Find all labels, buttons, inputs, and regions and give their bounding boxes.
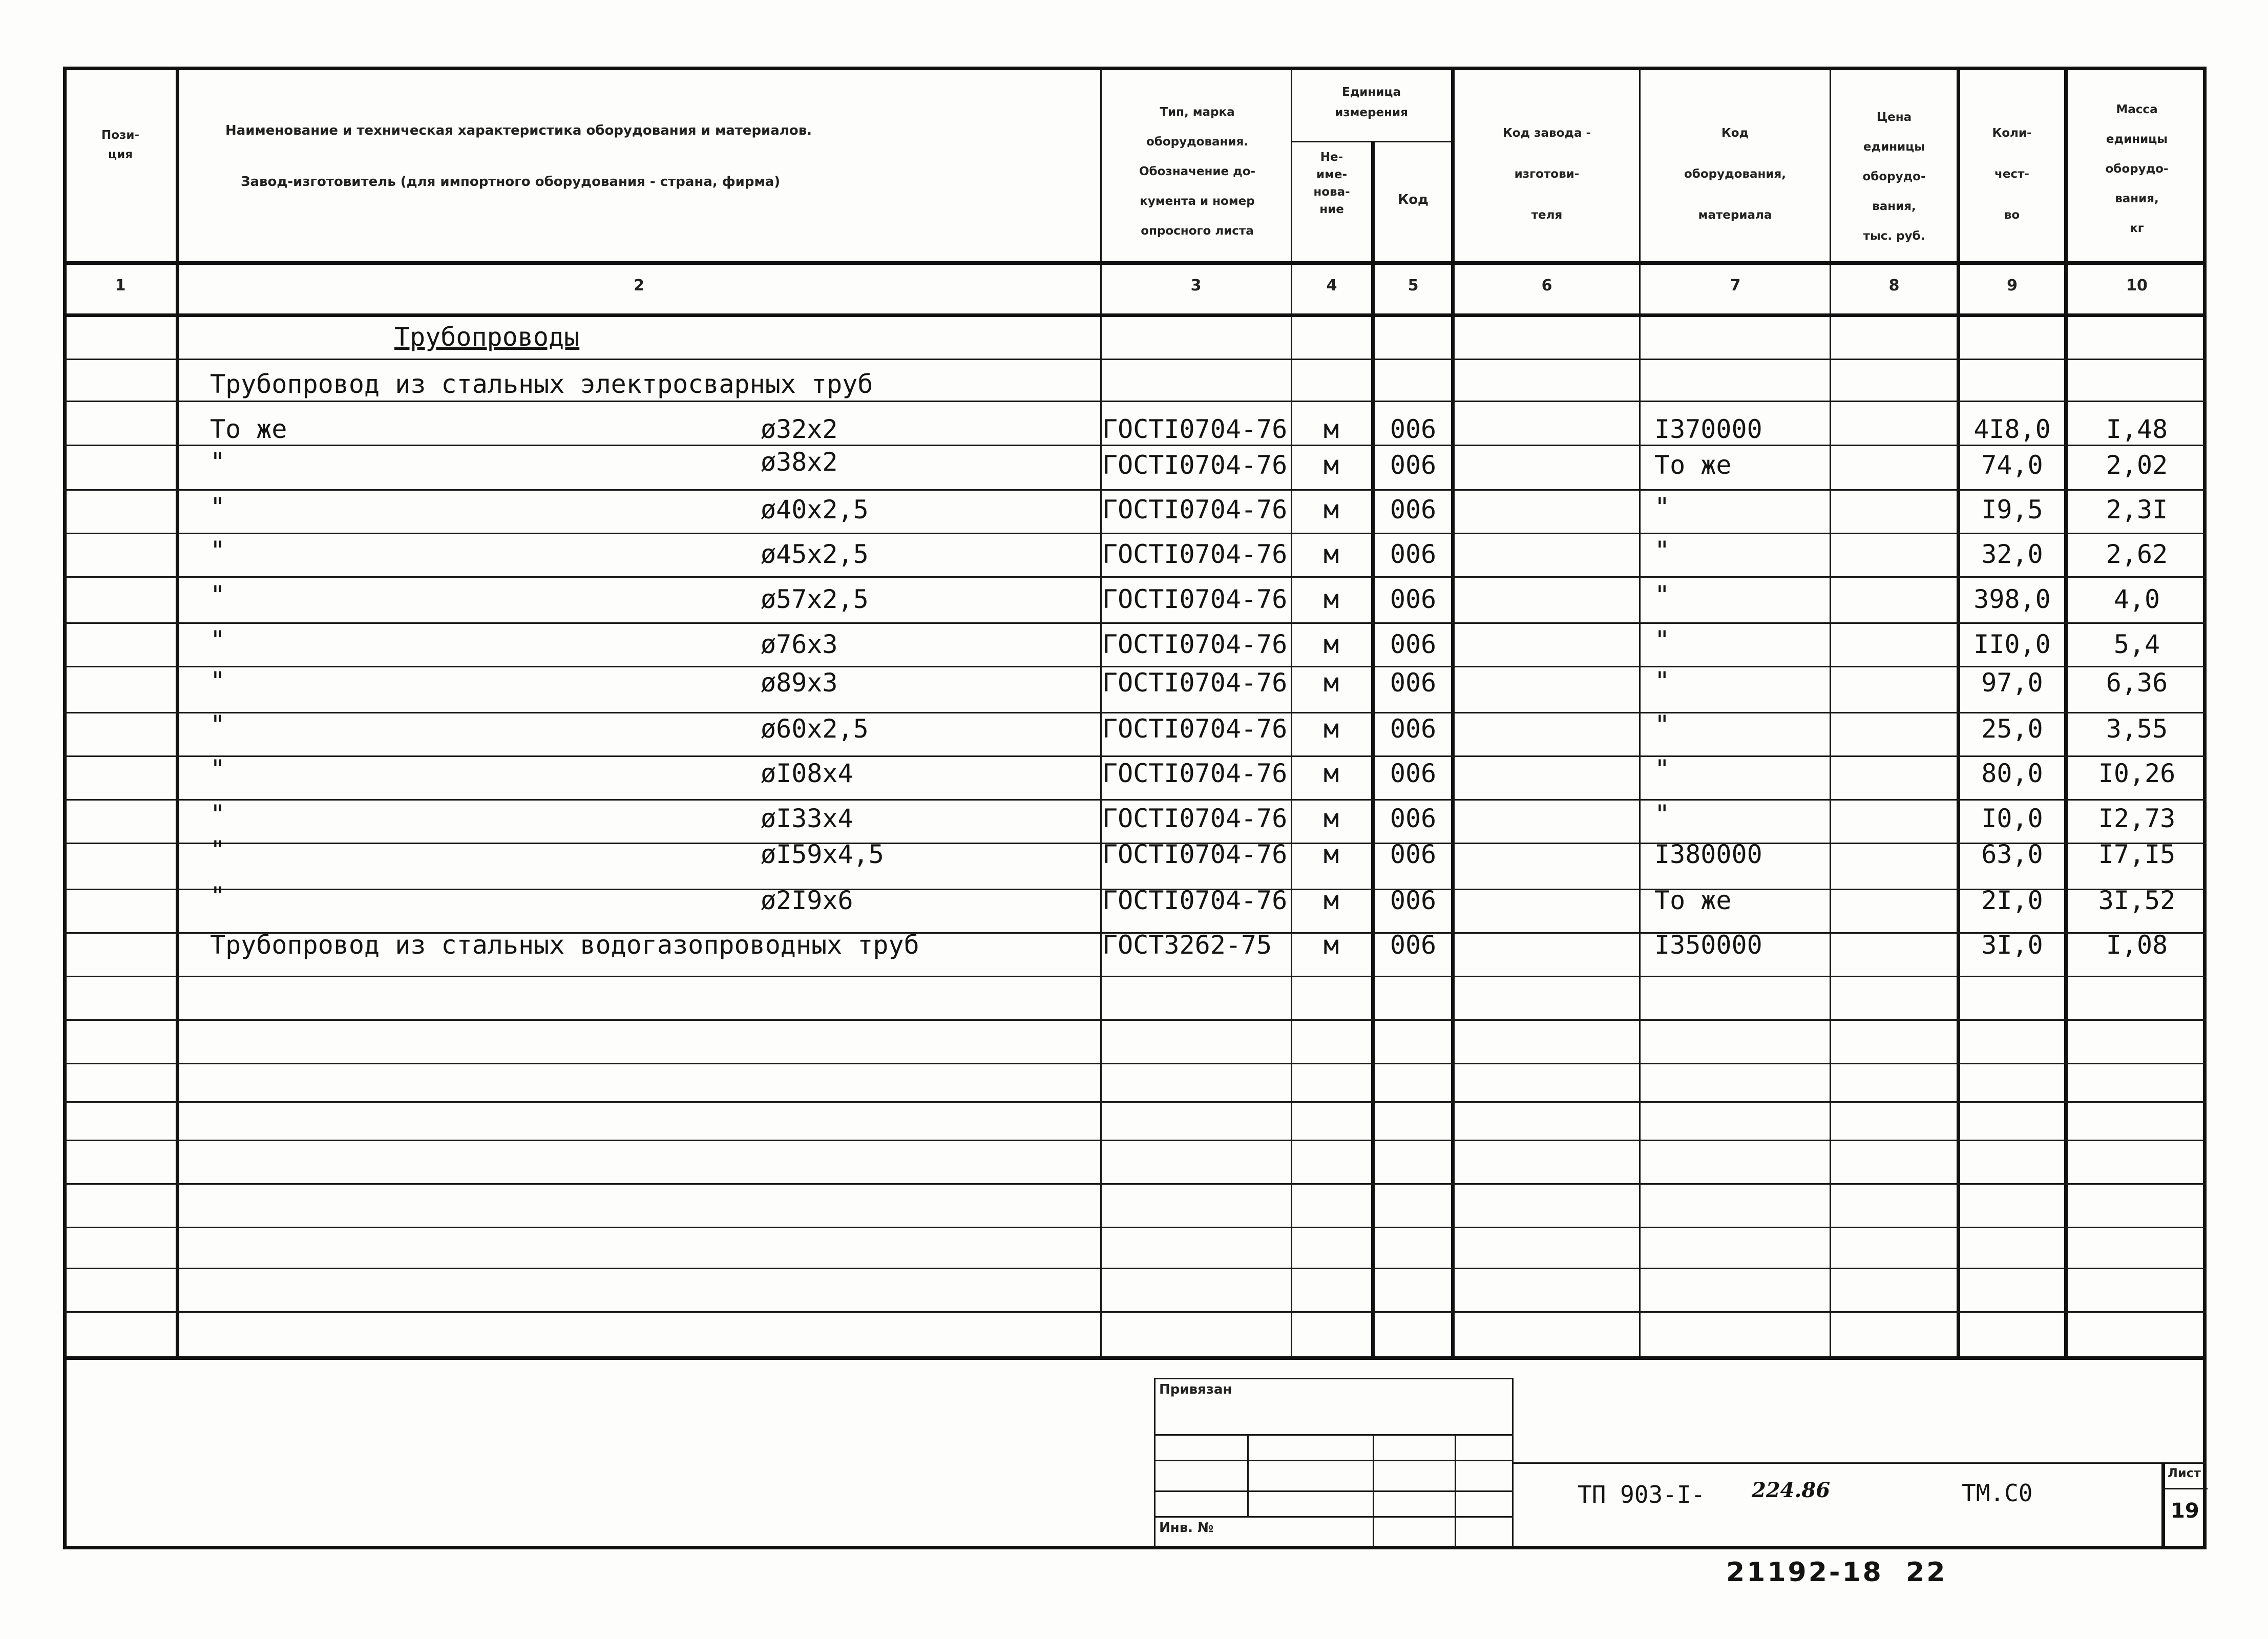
colnum-6: 6 bbox=[1541, 277, 1552, 295]
row-mass: 5,4 bbox=[2113, 629, 2160, 659]
row-type: ГОСТI0704-76 bbox=[1102, 839, 1288, 869]
document-code-handwritten: 224.86 bbox=[1752, 1478, 1831, 1502]
stamp-line bbox=[1154, 1490, 1514, 1492]
row-mass: I2,73 bbox=[2098, 804, 2176, 833]
row-unit: м bbox=[1323, 759, 1339, 788]
header-type: Тип, марка оборудования. Обозначение до- кумента и номер опросного листа bbox=[1139, 106, 1256, 238]
row-quantity: 32,0 bbox=[1981, 539, 2043, 569]
row-unit: м bbox=[1323, 629, 1339, 659]
row-name: " bbox=[210, 447, 226, 477]
row-mass: 3,55 bbox=[2106, 714, 2168, 744]
row-material-code: " bbox=[1654, 710, 1670, 740]
row-unit-code: 006 bbox=[1390, 804, 1437, 833]
row-size: ø45x2,5 bbox=[761, 539, 869, 569]
colnum-3: 3 bbox=[1190, 277, 1202, 295]
row-type: ГОСТI0704-76 bbox=[1102, 804, 1288, 833]
row-quantity: 398,0 bbox=[1973, 584, 2051, 614]
row-material-code: " bbox=[1654, 800, 1670, 829]
row-line bbox=[63, 1101, 2207, 1103]
row-unit-code: 006 bbox=[1390, 759, 1437, 788]
row-material-code: I380000 bbox=[1654, 839, 1762, 869]
header-quantity: Коли- чест- во bbox=[1992, 127, 2032, 222]
colnum-9: 9 bbox=[2007, 277, 2018, 295]
row-material-code: " bbox=[1654, 666, 1670, 696]
colnum-1: 1 bbox=[115, 277, 126, 295]
row-type: ГОСТI0704-76 bbox=[1102, 629, 1288, 659]
row-mass: 2,62 bbox=[2106, 539, 2168, 569]
row-line bbox=[63, 1227, 2207, 1228]
stamp-divider bbox=[1247, 1434, 1249, 1517]
header-name-line2: Завод-изготовитель (для импортного оборудования - страна, фирма) bbox=[241, 174, 781, 190]
row-unit-code: 006 bbox=[1390, 839, 1437, 869]
row-material-code: " bbox=[1654, 492, 1670, 522]
row-type: ГОСТI0704-76 bbox=[1102, 495, 1288, 524]
header-mass: Масса единицы оборудо- вания, кг bbox=[2105, 103, 2169, 235]
header-name-line1: Наименование и техническая характеристика оборудования и материалов. bbox=[225, 123, 812, 138]
row-unit-code: 006 bbox=[1390, 539, 1437, 569]
section-title: Трубопроводы bbox=[394, 322, 580, 352]
row-type: ГОСТI0704-76 bbox=[1102, 539, 1288, 569]
row-size: øI33x4 bbox=[761, 804, 853, 833]
row-unit-code: 006 bbox=[1390, 930, 1437, 960]
row-line bbox=[63, 401, 2207, 402]
row-line bbox=[63, 576, 2207, 578]
row-line bbox=[63, 755, 2207, 757]
sheet-box-divider bbox=[2161, 1488, 2208, 1489]
row-material-code: " bbox=[1654, 754, 1670, 784]
colnum-7: 7 bbox=[1730, 277, 1741, 295]
row-material-code: I370000 bbox=[1654, 414, 1762, 444]
stamp-line bbox=[1154, 1516, 1514, 1518]
row-name: " bbox=[210, 710, 226, 740]
row-unit: м bbox=[1323, 450, 1339, 480]
row-unit: м bbox=[1323, 714, 1339, 744]
row-unit-code: 006 bbox=[1390, 886, 1437, 915]
sheet-number: 19 bbox=[2171, 1499, 2199, 1523]
row-name: " bbox=[210, 881, 226, 911]
row-mass: I7,I5 bbox=[2098, 839, 2176, 869]
row-material-code: I350000 bbox=[1654, 930, 1762, 960]
header-unit: Единица измерения bbox=[1335, 86, 1408, 119]
row-name: " bbox=[210, 580, 226, 610]
row-type: ГОСТI0704-76 bbox=[1102, 414, 1288, 444]
row-quantity: II0,0 bbox=[1973, 629, 2051, 659]
row-name: " bbox=[210, 536, 226, 565]
row-unit-code: 006 bbox=[1390, 495, 1437, 524]
stamp-divider bbox=[1373, 1434, 1374, 1548]
row-mass: 4,0 bbox=[2113, 584, 2160, 614]
row-material-code: То же bbox=[1654, 450, 1732, 480]
colnum-5: 5 bbox=[1408, 277, 1419, 295]
row-unit-code: 006 bbox=[1390, 414, 1437, 444]
unit-header-split bbox=[1291, 141, 1451, 142]
row-quantity: 3I,0 bbox=[1981, 930, 2043, 960]
row-name: То же bbox=[210, 414, 287, 444]
row-unit-code: 006 bbox=[1390, 450, 1437, 480]
row-quantity: 80,0 bbox=[1981, 759, 2043, 788]
colnum-2: 2 bbox=[634, 277, 644, 295]
row-mass: 2,02 bbox=[2106, 450, 2168, 480]
row-line bbox=[63, 1311, 2207, 1313]
row-mass: 2,3I bbox=[2106, 495, 2168, 524]
attached-label: Привязан bbox=[1159, 1382, 1232, 1397]
row-quantity: 63,0 bbox=[1981, 839, 2043, 869]
stamp-frame-top bbox=[1154, 1378, 1514, 1379]
row-line bbox=[63, 1019, 2207, 1021]
row-line bbox=[63, 533, 2207, 534]
header-unit-code: Код bbox=[1397, 192, 1429, 207]
row-line bbox=[63, 976, 2207, 977]
row-unit: м bbox=[1323, 839, 1339, 869]
row-name: " bbox=[210, 800, 226, 829]
row-size: ø89x3 bbox=[761, 668, 838, 698]
row-line bbox=[63, 622, 2207, 624]
row-name: " bbox=[210, 835, 226, 865]
row-unit: м bbox=[1323, 886, 1339, 915]
row-unit-code: 006 bbox=[1390, 584, 1437, 614]
colnum-10: 10 bbox=[2126, 277, 2148, 295]
row-mass: I0,26 bbox=[2098, 759, 2176, 788]
header-material-code: Код оборудования, материала bbox=[1684, 127, 1787, 222]
header-unit-name: Не- име- нова- ние bbox=[1313, 151, 1350, 216]
row-type: ГОСТI0704-76 bbox=[1102, 714, 1288, 744]
row-type: ГОСТI0704-76 bbox=[1102, 759, 1288, 788]
colnum-8: 8 bbox=[1888, 277, 1900, 295]
row-unit-code: 006 bbox=[1390, 714, 1437, 744]
header-position: Пози- ция bbox=[101, 129, 140, 161]
row-unit: м bbox=[1323, 414, 1339, 444]
header-manufacturer-code: Код завода - изготови- теля bbox=[1502, 127, 1591, 222]
row-mass: 6,36 bbox=[2106, 668, 2168, 698]
row-quantity: 74,0 bbox=[1981, 450, 2043, 480]
row-size: ø60x2,5 bbox=[761, 714, 869, 744]
row-name: Трубопровод из стальных водогазопроводных труб bbox=[210, 930, 919, 960]
row-unit: м bbox=[1323, 539, 1339, 569]
sheet-label: Лист bbox=[2168, 1466, 2201, 1480]
row-unit: м bbox=[1323, 668, 1339, 698]
row-line bbox=[63, 1140, 2207, 1141]
stamp-line bbox=[1154, 1434, 1514, 1436]
row-type: ГОСТI0704-76 bbox=[1102, 668, 1288, 698]
row-line bbox=[63, 489, 2207, 491]
row-unit: м bbox=[1323, 495, 1339, 524]
colnum-bottom-line bbox=[63, 313, 2207, 317]
row-type: ГОСТI0704-76 bbox=[1102, 450, 1288, 480]
row-quantity: I9,5 bbox=[1981, 495, 2043, 524]
row-size: ø38x2 bbox=[761, 447, 838, 477]
row-unit-code: 006 bbox=[1390, 668, 1437, 698]
row-name: " bbox=[210, 754, 226, 784]
row-material-code: " bbox=[1654, 625, 1670, 655]
row-type: ГОСТI0704-76 bbox=[1102, 584, 1288, 614]
inventory-label: Инв. № bbox=[1159, 1520, 1214, 1536]
header-bottom-line bbox=[63, 261, 2207, 265]
row-type: ГОСТI0704-76 bbox=[1102, 886, 1288, 915]
row-quantity: 97,0 bbox=[1981, 668, 2043, 698]
row-size: ø57x2,5 bbox=[761, 584, 869, 614]
header-price: Цена единицы оборудо- вания, тыс. руб. bbox=[1862, 111, 1926, 243]
col-divider-5-left bbox=[1371, 141, 1375, 1359]
row-material-code: " bbox=[1654, 580, 1670, 610]
row-quantity: 4I8,0 bbox=[1973, 414, 2051, 444]
row-line bbox=[63, 359, 2207, 360]
row-unit-code: 006 bbox=[1390, 629, 1437, 659]
row-mass: 3I,52 bbox=[2098, 886, 2176, 915]
row-unit: м bbox=[1323, 584, 1339, 614]
row-mass: I,08 bbox=[2106, 930, 2168, 960]
stamp-divider bbox=[1455, 1434, 1456, 1548]
document-code: ТП 903-I- bbox=[1578, 1481, 1706, 1508]
row-name: " bbox=[210, 625, 226, 655]
sheet-mark: ТМ.С0 bbox=[1962, 1479, 2033, 1507]
row-size: ø32x2 bbox=[761, 414, 838, 444]
colnum-4: 4 bbox=[1326, 277, 1337, 295]
row-unit: м bbox=[1323, 930, 1339, 960]
table-bottom-line bbox=[63, 1356, 2207, 1360]
row-line bbox=[63, 1063, 2207, 1064]
row-line bbox=[63, 1183, 2207, 1185]
row-unit: м bbox=[1323, 804, 1339, 833]
sheet-box-left bbox=[2161, 1462, 2165, 1549]
row-line bbox=[63, 445, 2207, 446]
row-size: ø76x3 bbox=[761, 629, 838, 659]
group-title: Трубопровод из стальных электросварных труб bbox=[210, 369, 873, 399]
row-quantity: I0,0 bbox=[1981, 804, 2043, 833]
footer-stamp: 21192-18 22 bbox=[1726, 1557, 1947, 1588]
row-material-code: То же bbox=[1654, 886, 1732, 915]
row-size: øI08x4 bbox=[761, 759, 853, 788]
row-quantity: 25,0 bbox=[1981, 714, 2043, 744]
row-name: " bbox=[210, 666, 226, 696]
row-size: øI59x4,5 bbox=[761, 839, 884, 869]
row-material-code: " bbox=[1654, 536, 1670, 565]
row-type: ГОСТ3262-75 bbox=[1102, 930, 1272, 960]
stamp-line bbox=[1154, 1460, 1514, 1461]
row-line bbox=[63, 799, 2207, 801]
stamp-frame-left bbox=[1154, 1378, 1156, 1547]
row-line bbox=[63, 1268, 2207, 1269]
title-block-top-line bbox=[1512, 1462, 2207, 1464]
row-name: " bbox=[210, 492, 226, 522]
row-size: ø2I9x6 bbox=[761, 886, 853, 915]
row-mass: I,48 bbox=[2106, 414, 2168, 444]
row-quantity: 2I,0 bbox=[1981, 886, 2043, 915]
row-size: ø40x2,5 bbox=[761, 495, 869, 524]
